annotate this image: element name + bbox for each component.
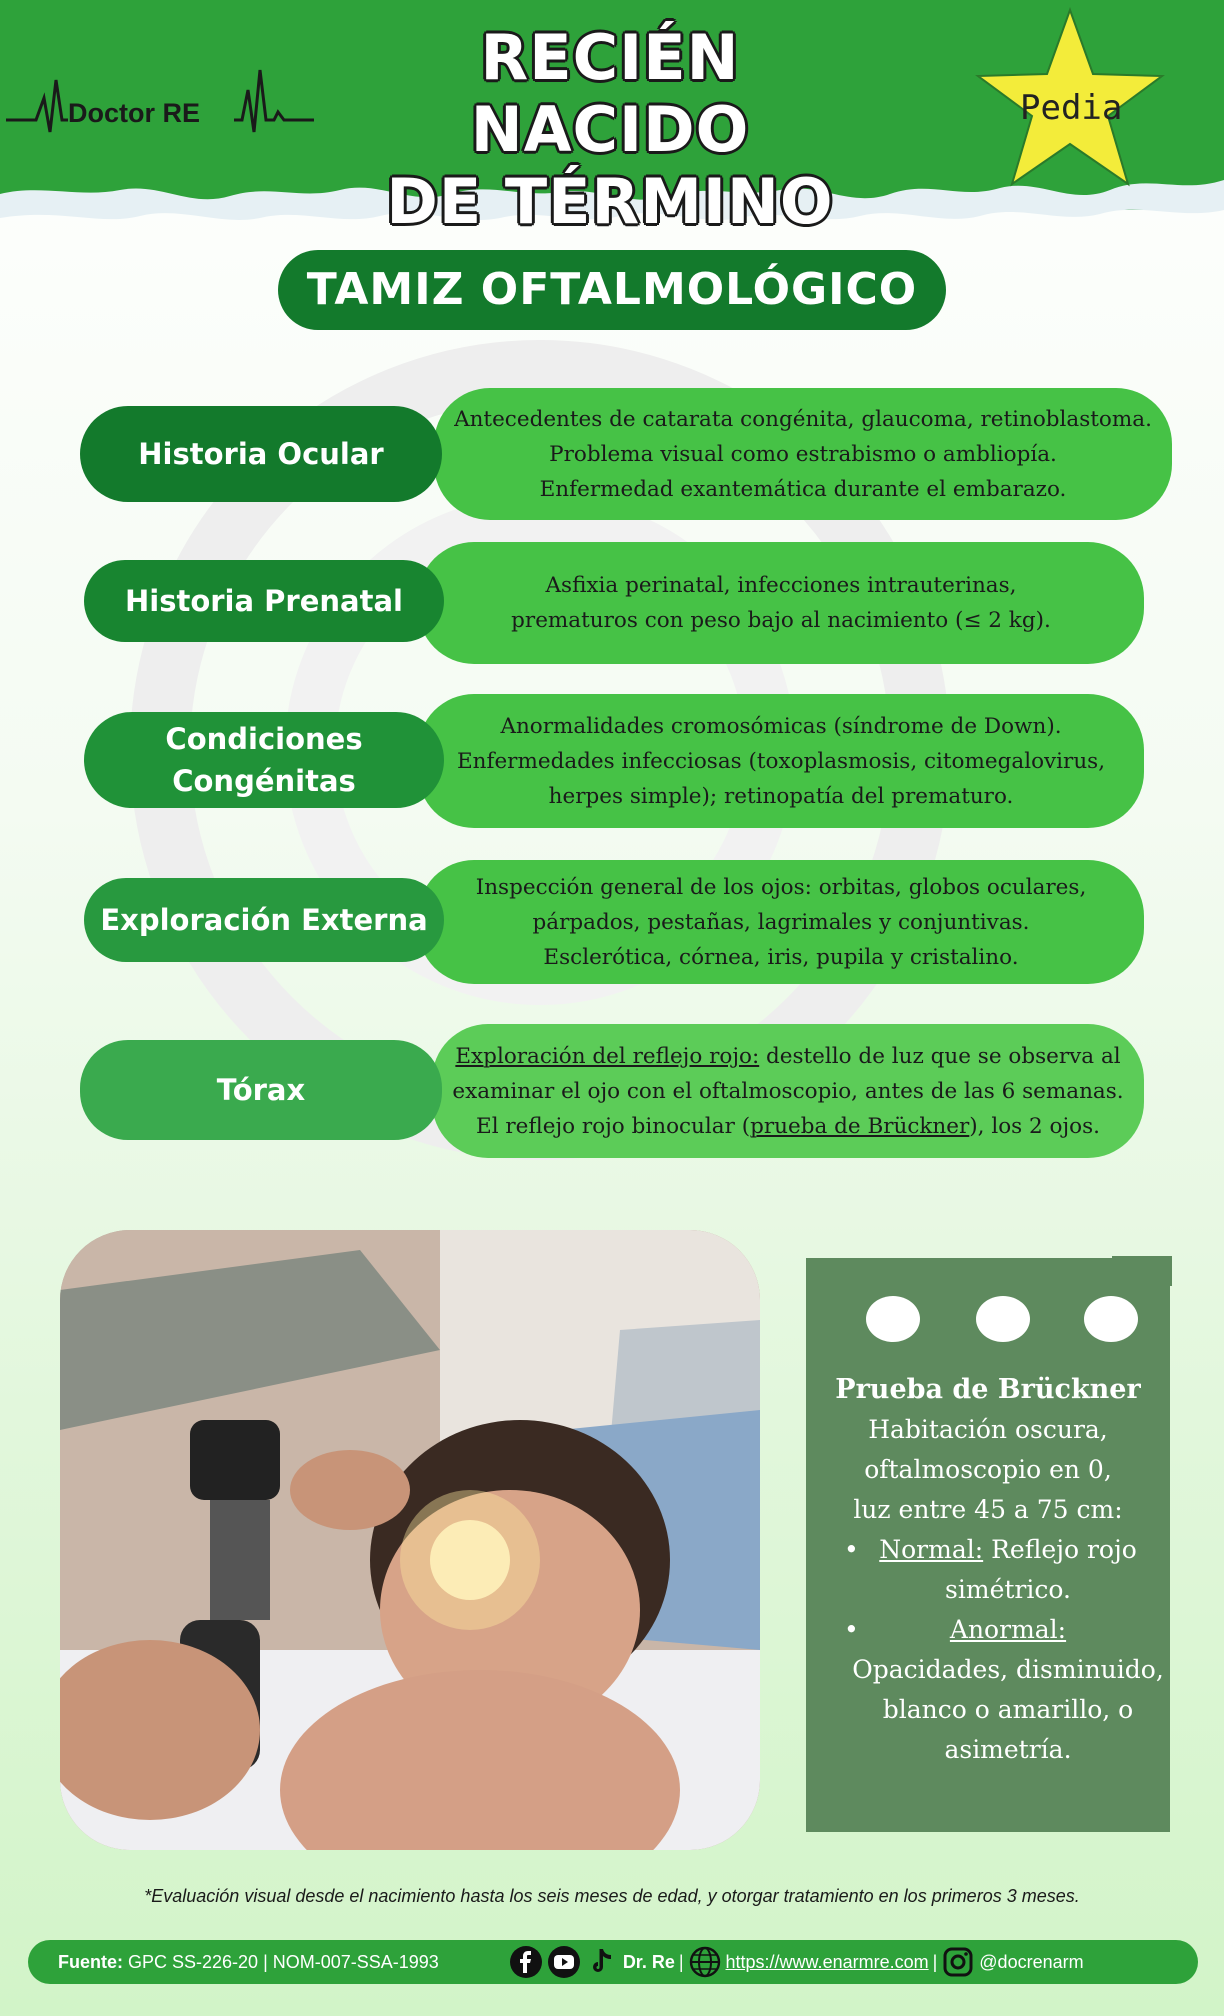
bruckner-intro-line: oftalmoscopio en 0, bbox=[864, 1455, 1112, 1484]
row-line bbox=[432, 1109, 1144, 1144]
footer-source bbox=[58, 1952, 439, 1973]
row-historia-prenatal-box bbox=[418, 542, 1144, 664]
footer-social bbox=[509, 1945, 1084, 1979]
row-underlined-text: prueba de Brückner bbox=[750, 1113, 970, 1139]
bruckner-abnormal-text: Opacidades, disminuido, blanco o amarillo, o asimetría. bbox=[852, 1655, 1164, 1764]
footer-separator: | bbox=[678, 1951, 684, 1972]
bruckner-intro-line: Habitación oscura, bbox=[868, 1415, 1108, 1444]
row-line: Esclerótica, córnea, iris, pupila y cristalino. bbox=[543, 944, 1019, 970]
globe-icon bbox=[688, 1945, 722, 1979]
row-line: Enfermedad exantemática durante el embarazo. bbox=[539, 476, 1067, 502]
tiktok-icon[interactable] bbox=[585, 1945, 619, 1979]
footer-handle[interactable]: @docrenarm bbox=[979, 1951, 1084, 1972]
row-condiciones-label-line1: Condiciones bbox=[165, 722, 363, 756]
row-line: Asfixia perinatal, infecciones intrauterinas, bbox=[545, 573, 1017, 598]
bruckner-card-tab bbox=[1112, 1256, 1172, 1286]
binder-hole-icon bbox=[1084, 1296, 1138, 1342]
binder-hole-icon bbox=[976, 1296, 1030, 1342]
footer-bar bbox=[28, 1940, 1198, 1984]
footer-separator: | bbox=[932, 1951, 938, 1972]
facebook-icon[interactable] bbox=[509, 1945, 543, 1979]
footer-brand: Dr. Re bbox=[622, 1951, 675, 1972]
bruckner-normal-label: Normal: bbox=[879, 1535, 984, 1564]
bruckner-intro-line: luz entre 45 a 75 cm: bbox=[853, 1495, 1123, 1524]
row-torax-label: Tórax bbox=[80, 1040, 442, 1140]
bruckner-normal-item bbox=[846, 1530, 1170, 1610]
footnote: *Evaluación visual desde el nacimiento hasta los seis meses de edad, y otorgar tratamiento en los primeros 3 meses. bbox=[144, 1886, 1080, 1906]
row-condiciones-label bbox=[84, 712, 444, 808]
bruckner-normal-text: Reflejo rojo simétrico. bbox=[945, 1535, 1137, 1604]
star-badge-label: Pedia bbox=[1020, 88, 1123, 128]
bruckner-abnormal-item bbox=[846, 1610, 1170, 1770]
row-text: El reflejo rojo binocular ( bbox=[476, 1113, 751, 1139]
section-title: TAMIZ OFTALMOLÓGICO bbox=[278, 250, 946, 330]
bruckner-card-content bbox=[806, 1370, 1170, 1770]
row-line: Inspección general de los ojos: orbitas, globos oculares, bbox=[475, 874, 1087, 900]
footer-website-link[interactable]: https://www.enarmre.com bbox=[725, 1951, 929, 1972]
footer-source-text: GPC SS-226-20 | NOM-007-SSA-1993 bbox=[123, 1951, 439, 1972]
row-line: prematuros con peso bajo al nacimiento (≤ 2 kg). bbox=[511, 608, 1051, 633]
row-text: destello de luz que se observa al bbox=[759, 1043, 1121, 1069]
page-title-line1: RECIÉN NACIDO bbox=[470, 21, 750, 166]
row-condiciones-box bbox=[418, 694, 1144, 828]
newborn-ophthalmoscope-photo bbox=[60, 1230, 760, 1850]
row-line bbox=[432, 1039, 1144, 1074]
row-line: Anormalidades cromosómicas (síndrome de Down). bbox=[500, 713, 1062, 739]
row-exploracion-box bbox=[418, 860, 1144, 984]
row-line: Enfermedades infecciosas (toxoplasmosis, citomegalovirus, bbox=[456, 748, 1106, 774]
row-line: Antecedentes de catarata congénita, glaucoma, retinoblastoma. bbox=[454, 406, 1152, 432]
row-historia-ocular-label: Historia Ocular bbox=[80, 406, 442, 502]
row-line: Problema visual como estrabismo o ambliopía. bbox=[549, 441, 1057, 467]
row-historia-prenatal-label: Historia Prenatal bbox=[84, 560, 444, 642]
page-title-line2: DE TÉRMINO bbox=[386, 165, 834, 238]
binder-hole-icon bbox=[866, 1296, 920, 1342]
row-line: herpes simple); retinopatía del prematuro. bbox=[548, 783, 1014, 809]
footer-source-label: Fuente: bbox=[58, 1951, 123, 1972]
row-torax-box bbox=[432, 1024, 1144, 1158]
bruckner-abnormal-label: Anormal: bbox=[949, 1615, 1067, 1644]
row-condiciones-label-line2: Congénitas bbox=[172, 764, 356, 798]
row-line: párpados, pestañas, lagrimales y conjuntivas. bbox=[532, 909, 1030, 935]
page-title bbox=[330, 22, 890, 238]
bruckner-card-title: Prueba de Brückner bbox=[835, 1374, 1141, 1405]
row-exploracion-label: Exploración Externa bbox=[84, 878, 444, 962]
row-line: examinar el ojo con el oftalmoscopio, antes de las 6 semanas. bbox=[452, 1078, 1124, 1104]
row-historia-ocular-box bbox=[434, 388, 1172, 520]
instagram-icon[interactable] bbox=[941, 1945, 975, 1979]
newborn-photo-illustration bbox=[60, 1230, 760, 1850]
row-underlined-text: Exploración del reflejo rojo: bbox=[455, 1043, 760, 1069]
row-text: ), los 2 ojos. bbox=[969, 1113, 1100, 1139]
youtube-icon[interactable] bbox=[547, 1945, 581, 1979]
bruckner-result-list bbox=[806, 1530, 1170, 1770]
logo-text: Doctor RE bbox=[68, 98, 201, 128]
